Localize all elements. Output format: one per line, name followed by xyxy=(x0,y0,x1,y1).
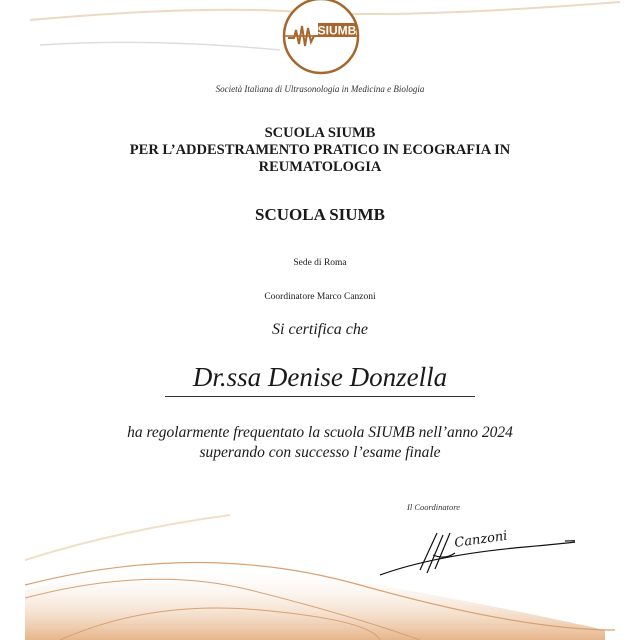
certify-text: Si certifica che xyxy=(272,321,368,338)
school-name: SCUOLA SIUMB xyxy=(255,205,385,224)
body-line: ha regolarmente frequentato la scuola SIUMB nell’anno 2024 xyxy=(127,424,513,441)
svg-text:Canzoni: Canzoni xyxy=(453,528,509,551)
name-underline xyxy=(165,396,475,397)
recipient-name: Dr.ssa Denise Donzella xyxy=(192,362,448,392)
title-line: REUMATOLOGIA xyxy=(258,159,382,175)
body-line: superando con successo l’esame finale xyxy=(199,444,441,461)
coordinator-signature xyxy=(375,525,575,580)
svg-text:SIUMB: SIUMB xyxy=(317,23,357,38)
siumb-logo xyxy=(278,0,364,78)
society-name: Società Italiana di Ultrasonologia in Medicina e Biologia xyxy=(215,84,425,94)
coordinator: Coordinatore Marco Canzoni xyxy=(264,292,376,302)
title-line: SCUOLA SIUMB xyxy=(264,125,376,141)
signature-label: Il Coordinatore xyxy=(407,502,460,512)
title-line: PER L’ADDESTRAMENTO PRATICO IN ECOGRAFIA IN xyxy=(129,142,511,158)
location: Sede di Roma xyxy=(293,258,347,268)
certificate-body xyxy=(0,423,640,463)
certificate-title xyxy=(0,125,640,176)
